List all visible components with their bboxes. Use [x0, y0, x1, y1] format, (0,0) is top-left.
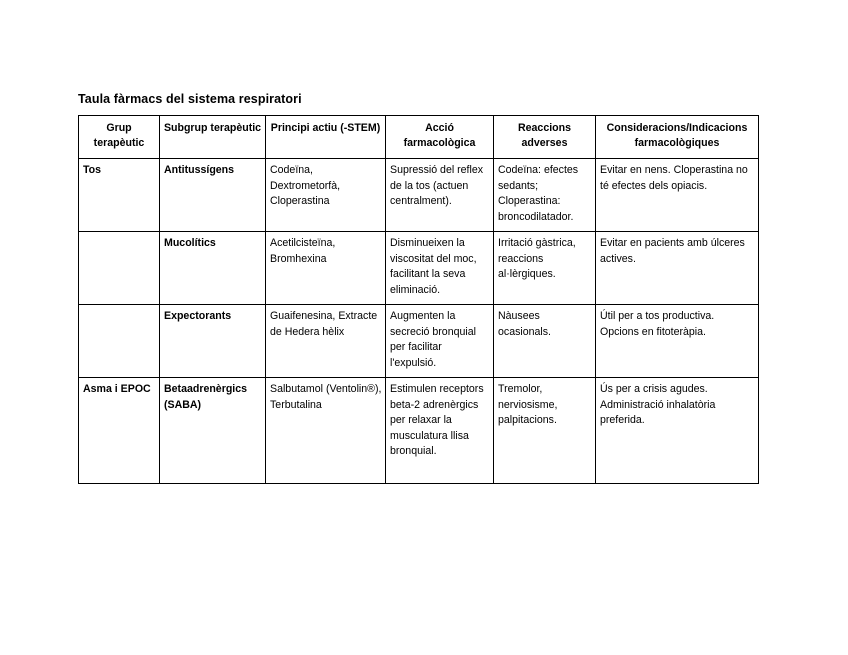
table-row	[79, 159, 759, 232]
cell-reaccions: Tremolor, nerviosisme, palpitacions.	[494, 378, 596, 484]
table-row	[79, 232, 759, 305]
cell-grup	[79, 232, 160, 305]
header-accio: Acció farmacològica	[386, 116, 494, 159]
cell-grup	[79, 305, 160, 378]
cell-principi: Acetilcisteïna, Bromhexina	[266, 232, 386, 305]
table-row	[79, 378, 759, 484]
cell-consideracions: Evitar en nens. Cloperastina no té efectes dels opiacis.	[596, 159, 759, 232]
cell-principi: Codeïna, Dextrometorfà, Cloperastina	[266, 159, 386, 232]
document-title: Taula fàrmacs del sistema respiratori	[78, 92, 302, 106]
cell-consideracions: Evitar en pacients amb úlceres actives.	[596, 232, 759, 305]
cell-consideracions: Ús per a crisis agudes. Administració inhalatòria preferida.	[596, 378, 759, 484]
cell-accio: Supressió del reflex de la tos (actuen centralment).	[386, 159, 494, 232]
cell-grup: Tos	[79, 159, 160, 232]
cell-subgrup: Betaadrenèrgics (SABA)	[160, 378, 266, 484]
cell-accio: Estimulen receptors beta-2 adrenèrgics per relaxar la musculatura llisa bronquial.	[386, 378, 494, 484]
cell-reaccions: Codeïna: efectes sedants; Cloperastina: broncodilatador.	[494, 159, 596, 232]
cell-grup: Asma i EPOC	[79, 378, 160, 484]
header-subgrup: Subgrup terapèutic	[160, 116, 266, 159]
header-reaccions: Reaccions adverses	[494, 116, 596, 159]
cell-accio: Disminueixen la viscositat del moc, facilitant la seva eliminació.	[386, 232, 494, 305]
cell-reaccions: Irritació gàstrica, reaccions al·lèrgiques.	[494, 232, 596, 305]
cell-principi: Guaifenesina, Extracte de Hedera hèlix	[266, 305, 386, 378]
cell-principi: Salbutamol (Ventolin®), Terbutalina	[266, 378, 386, 484]
cell-reaccions: Nàusees ocasionals.	[494, 305, 596, 378]
drug-table	[78, 115, 759, 484]
cell-subgrup: Expectorants	[160, 305, 266, 378]
cell-subgrup: Mucolítics	[160, 232, 266, 305]
table-header-row	[79, 116, 759, 159]
cell-consideracions: Útil per a tos productiva. Opcions en fitoteràpia.	[596, 305, 759, 378]
header-consideracions: Consideracions/Indicacions farmacològiques	[596, 116, 759, 159]
table-row	[79, 305, 759, 378]
header-principi: Principi actiu (-STEM)	[266, 116, 386, 159]
cell-accio: Augmenten la secreció bronquial per facilitar l'expulsió.	[386, 305, 494, 378]
header-grup: Grup terapèutic	[79, 116, 160, 159]
cell-subgrup: Antitussígens	[160, 159, 266, 232]
